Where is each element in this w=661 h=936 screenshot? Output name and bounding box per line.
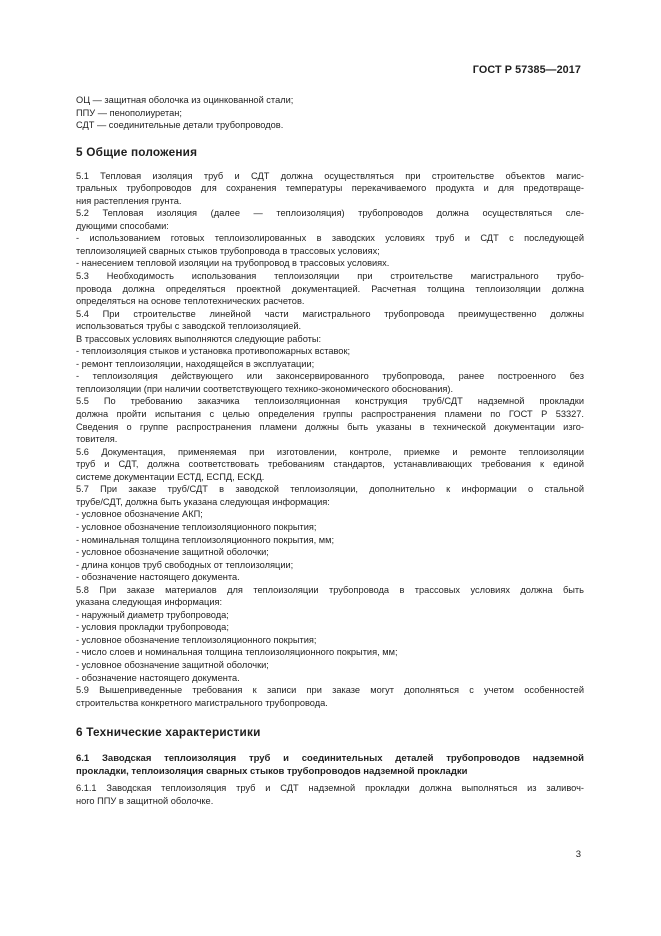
- text-line: - номинальная толщина теплоизоляционного покрытия, мм;: [76, 534, 335, 545]
- abbreviation-item: ОЦ — защитная оболочка из оцинкованной стали;: [76, 95, 294, 105]
- text-line: 5.3 Необходимость использования теплоизоляции при строительстве магистрального трубо-: [76, 271, 584, 282]
- text-line: указана следующая информация:: [76, 597, 223, 608]
- text-line: - длина концов труб свободных от теплоизоляции;: [76, 559, 294, 570]
- text-line: - условное обозначение защитной оболочки;: [76, 659, 269, 670]
- text-line: - число слоев и номинальная толщина теплоизоляционного покрытия, мм;: [76, 647, 398, 658]
- text-line: теплоизоляцией сварных стыков трубопровода в трассовых условиях;: [76, 245, 380, 256]
- text-line: 5.1 Тепловая изоляция труб и СДТ должна осуществляться при строительстве объектов магис-: [76, 170, 584, 181]
- abbreviation-item: СДТ — соединительные детали трубопроводов.: [76, 120, 284, 131]
- text-line: 6.1.1 Заводская теплоизоляция труб и СДТ надземной прокладки должна выполняться из заливоч-: [76, 783, 584, 794]
- text-line: В трассовых условиях выполняются следующие работы:: [76, 333, 322, 344]
- text-line: 5.2 Тепловая изоляция (далее — теплоизоляция) трубопроводов должна осуществляться сле-: [76, 208, 584, 219]
- text-line: Сведения о группе распространения пламени должны быть указаны в технической документации изго-: [76, 421, 584, 432]
- text-line: 5.7 При заказе труб/СДТ в заводской теплоизоляции, дополнительно к информации о стальной: [76, 484, 584, 495]
- document-code-header: ГОСТ Р 57385—2017: [472, 64, 581, 76]
- text-line: - использованием готовых теплоизолированных в заводских условиях труб и СДТ с последующей: [76, 233, 584, 244]
- text-line: товителя.: [76, 434, 118, 445]
- text-line: - условия прокладки трубопровода;: [76, 622, 229, 633]
- text-line: должна пройти испытания с целью определения группы распространения пламени по ГОСТ Р 53327.: [76, 409, 584, 420]
- text-line: - теплоизоляция действующего или законсервированного трубопровода, ранее построенного без: [76, 371, 584, 382]
- text-line: системе документации ЕСТД, ЕСПД, ЕСКД.: [76, 471, 265, 482]
- text-line: - нанесением тепловой изоляции на трубопровод в трассовых условиях.: [76, 258, 390, 269]
- text-line: - обозначение настоящего документа.: [76, 572, 240, 583]
- subsection-title-line: 6.1 Заводская теплоизоляция труб и соединительных деталей трубопроводов надземной: [76, 753, 584, 765]
- text-line: - наружный диаметр трубопровода;: [76, 609, 229, 620]
- text-line: дующими способами:: [76, 220, 169, 231]
- abbreviations-list: [76, 94, 584, 132]
- document-body: [76, 94, 584, 807]
- text-line: определяться на основе теплотехнических расчетов.: [76, 296, 305, 307]
- text-line: трубе/СДТ, должна быть указана следующая информация:: [76, 496, 330, 507]
- text-line: - условное обозначение теплоизоляционного покрытия;: [76, 521, 317, 532]
- section-6-title: 6 Технические характеристики: [76, 725, 261, 740]
- text-line: - ремонт теплоизоляции, находящейся в эксплуатации;: [76, 358, 315, 369]
- text-line: - условное обозначение защитной оболочки;: [76, 547, 269, 558]
- text-line: 5.5 По требованию заказчика теплоизоляционная конструкция труб/СДТ надземной прокладки: [76, 396, 584, 407]
- text-line: 5.8 При заказе материалов для теплоизоляции трубопровода в трассовых условиях должна быть: [76, 584, 584, 595]
- text-line: строительства конкретного магистрального трубопровода.: [76, 697, 328, 708]
- text-line: - обозначение настоящего документа.: [76, 672, 240, 683]
- text-line: теплоизоляции (при наличии соответствующего технико-экономического обоснования).: [76, 383, 454, 394]
- text-line: 5.4 При строительстве линейной части магистрального трубопровода преимущественно должны: [76, 308, 584, 319]
- section-5-title: 5 Общие положения: [76, 144, 198, 159]
- text-line: ного ППУ в защитной оболочке.: [76, 795, 214, 806]
- text-line: труб и СДТ, должна соответствовать требованиям стандартов, устанавливающих требования к единой: [76, 459, 584, 470]
- text-line: - теплоизоляция стыков и установка противопожарных вставок;: [76, 346, 351, 357]
- subsection-6-1-text: [76, 782, 584, 807]
- text-line: - условное обозначение АКП;: [76, 509, 203, 520]
- text-line: использоваться трубы с заводской теплоизоляцией.: [76, 321, 302, 332]
- text-line: ния растепления грунта.: [76, 195, 182, 206]
- subsection-title-line: прокладки, теплоизоляция сварных стыков трубопроводов надземной прокладки: [76, 765, 468, 777]
- abbreviation-item: ППУ — пенополиуретан;: [76, 107, 182, 118]
- text-line: провода должна определяться проектной документацией. Расчетная толщина теплоизоляции должна: [76, 283, 584, 294]
- text-line: тральных трубопроводов для сохранения температуры перекачиваемого продукта и для предотвраще-: [76, 183, 584, 194]
- text-line: 5.9 Вышеприведенные требования к записи при заказе могут дополняться с учетом особенностей: [76, 685, 584, 696]
- subsection-6-1-title: [76, 753, 584, 778]
- text-line: 5.6 Документация, применяемая при изготовлении, контроле, приемке и ремонте теплоизоляции: [76, 446, 584, 457]
- section-5-text: [76, 170, 584, 710]
- page-number: 3: [575, 849, 581, 860]
- text-line: - условное обозначение теплоизоляционного покрытия;: [76, 634, 317, 645]
